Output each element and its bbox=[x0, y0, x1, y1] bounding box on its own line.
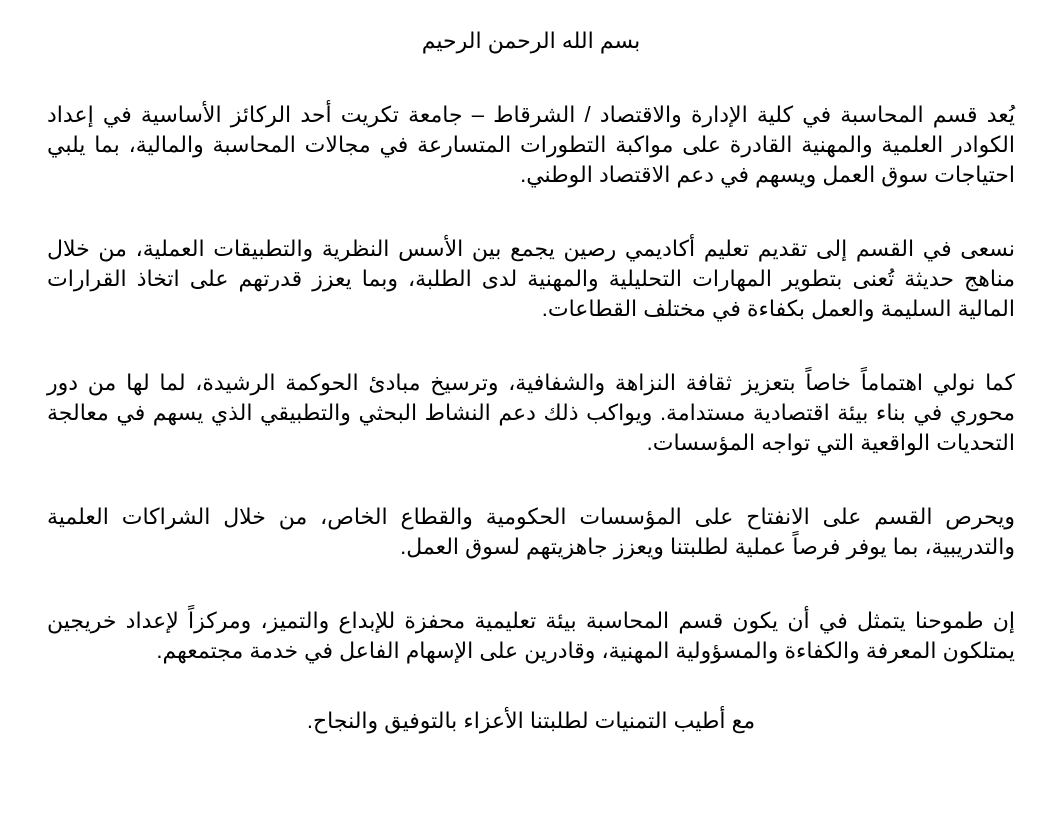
basmala-heading: بسم الله الرحمن الرحيم bbox=[421, 28, 641, 53]
paragraph-department-intro: يُعد قسم المحاسبة في كلية الإدارة والاقتصاد / الشرقاط – جامعة تكريت أحد الركائز الأساسية في إعداد الكوادر العلمية والمهنية القادرة على مواكبة التطورات المتسارعة في مجالات المحاسبة والمالية، بما يلبي احتياجات سوق العمل ويسهم في دعم الاقتصاد الوطني. bbox=[47, 102, 1015, 187]
closing-wishes: مع أطيب التمنيات لطلبتنا الأعزاء بالتوفيق والنجاح. bbox=[306, 708, 756, 733]
paragraph-partnerships: ويحرص القسم على الانفتاح على المؤسسات الحكومية والقطاع الخاص، من خلال الشراكات العلمية والتدريبية، بما يوفر فرصاً عملية لطلبتنا ويعزز جاهزيتهم لسوق العمل. bbox=[47, 504, 1015, 559]
paragraph-academic-mission: نسعى في القسم إلى تقديم تعليم أكاديمي رصين يجمع بين الأسس النظرية والتطبيقات العملية، من خلال مناهج حديثة تُعنى بتطوير المهارات التحليلية والمهنية لدى الطلبة، وبما يعزز قدرتهم على اتخاذ القرارات المالية السليمة والعمل بكفاءة في مختلف القطاعات. bbox=[47, 236, 1015, 321]
paragraph-vision: إن طموحنا يتمثل في أن يكون قسم المحاسبة بيئة تعليمية محفزة للإبداع والتميز، ومركزاً لإعداد خريجين يمتلكون المعرفة والكفاءة والمسؤولية المهنية، وقادرين على الإسهام الفاعل في خدمة مجتمعهم. bbox=[47, 608, 1015, 663]
paragraph-integrity-research: كما نولي اهتماماً خاصاً بتعزيز ثقافة النزاهة والشفافية، وترسيخ مبادئ الحوكمة الرشيدة، لما لها من دور محوري في بناء بيئة اقتصادية مستدامة. ويواكب ذلك دعم النشاط البحثي والتطبيقي الذي يسهم في معالجة التحديات الواقعية التي تواجه المؤسسات. bbox=[47, 370, 1015, 455]
